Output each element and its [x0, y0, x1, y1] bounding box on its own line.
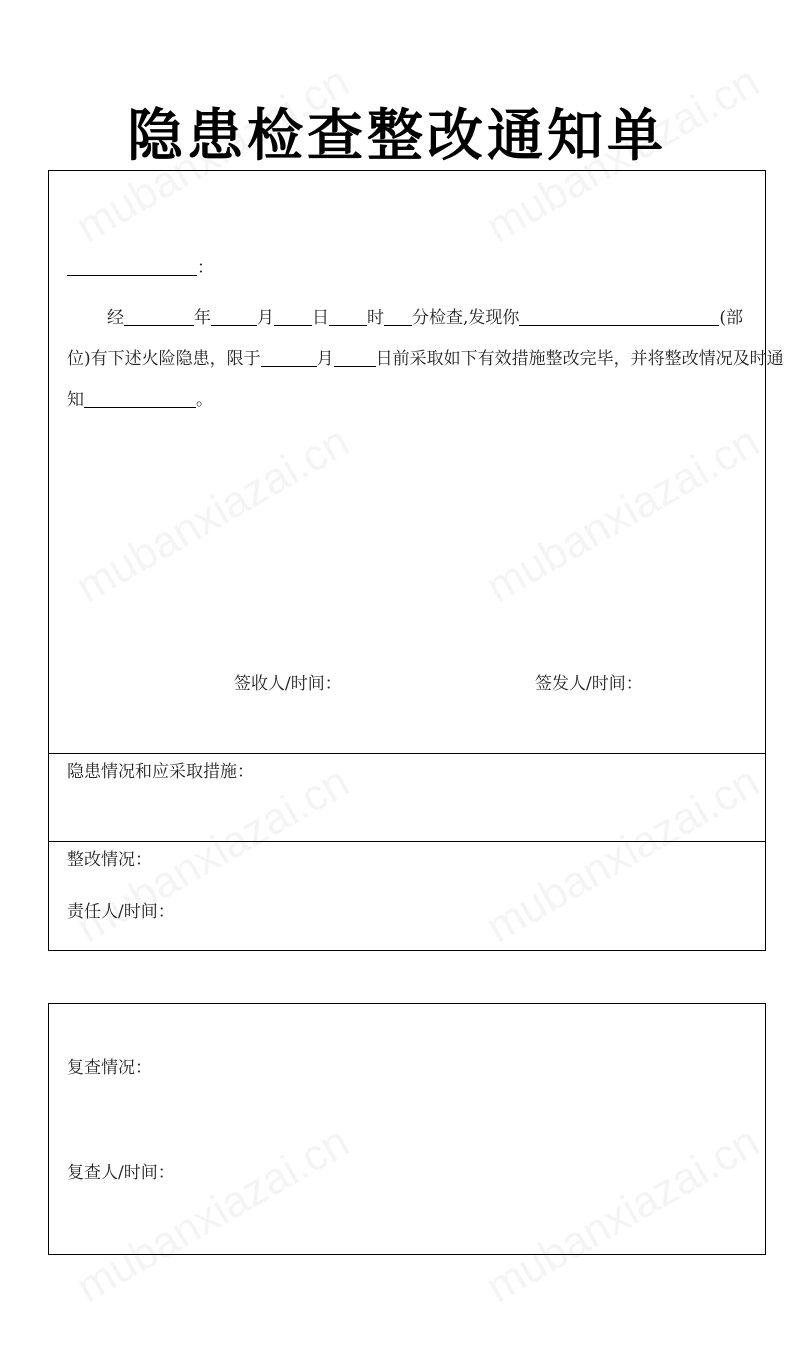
department-blank[interactable] [519, 307, 719, 326]
year-blank[interactable] [124, 307, 194, 326]
reviewer-label: 复查人/时间： [67, 1163, 175, 1183]
review-form [48, 1003, 766, 1255]
addressee-blank[interactable] [67, 257, 197, 276]
hour-blank[interactable] [329, 307, 367, 326]
hazard-measures-label: 隐患情况和应采取措施： [67, 762, 254, 782]
review-status-label: 复查情况： [67, 1058, 152, 1078]
notify-blank[interactable] [84, 389, 196, 408]
page-title: 隐患检查整改通知单 [127, 104, 667, 169]
notice-form [48, 170, 784, 951]
addressee-line: ： [67, 257, 214, 279]
notice-line-2: 位)有下述火险隐患，限于 月 日前采取如下有效措施整改完毕，并将整改情况及时通 [67, 349, 784, 369]
notice-line-1: 经 年 月 日 时 分检查,发现你 (部 [107, 308, 744, 328]
rectification-label: 整改情况： [67, 850, 152, 870]
divider [49, 753, 765, 754]
issuer-signature-label: 签发人/时间： [535, 674, 643, 694]
month-blank[interactable] [211, 307, 257, 326]
responsible-person-label: 责任人/时间： [67, 902, 175, 922]
divider [49, 841, 765, 842]
notice-line-3: 知 。 [67, 390, 213, 410]
deadline-day-blank[interactable] [334, 348, 376, 367]
day-blank[interactable] [274, 307, 312, 326]
receiver-signature-label: 签收人/时间： [234, 674, 342, 694]
deadline-month-blank[interactable] [261, 348, 317, 367]
minute-blank[interactable] [384, 307, 412, 326]
